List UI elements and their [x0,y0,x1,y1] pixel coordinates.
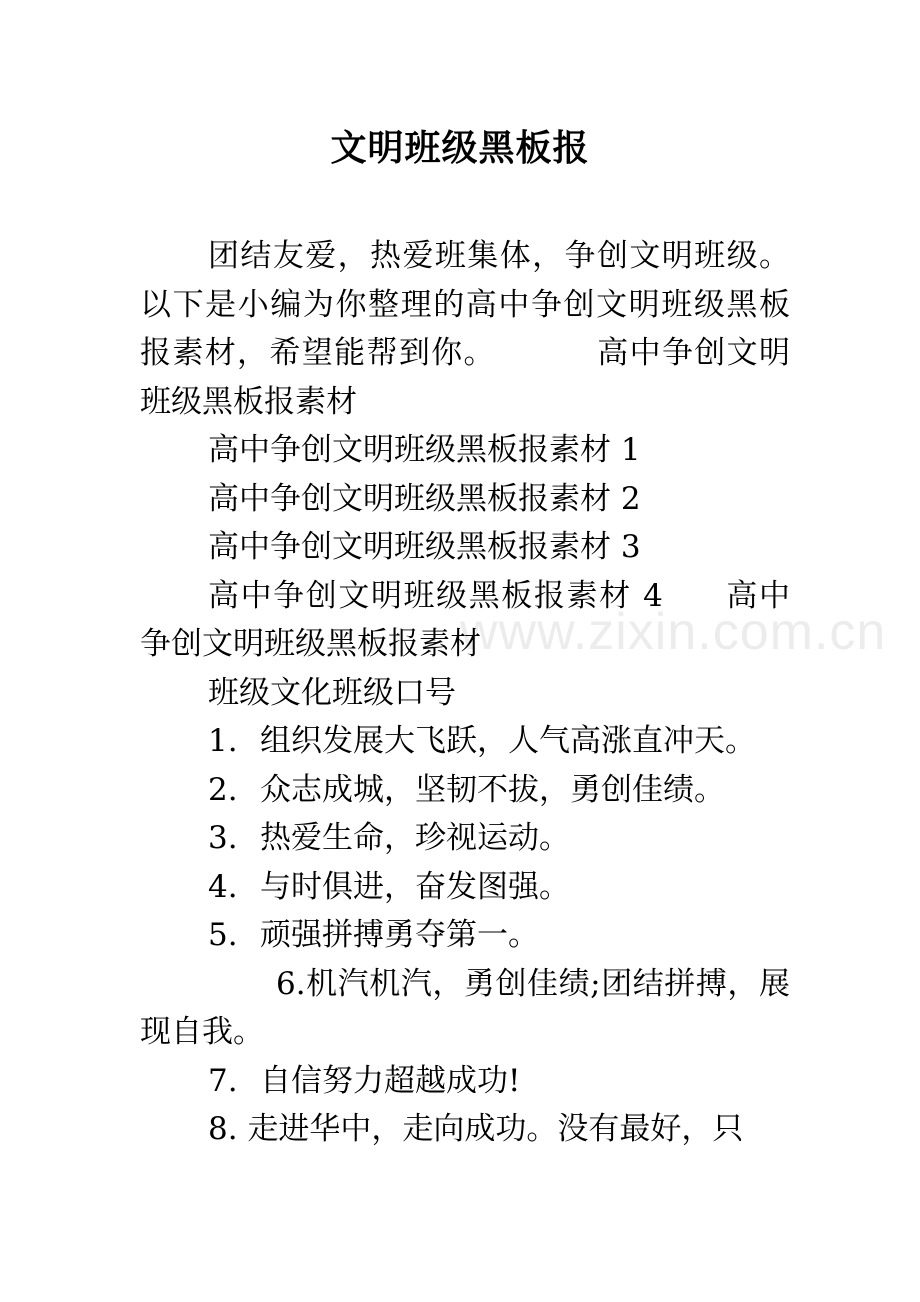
slogan-number: 3. [208,820,238,856]
slogan-text: 顽强拼搏勇夺第一。 [260,917,539,953]
slogan-number: 2. [208,771,238,808]
slogan-item [140,911,790,960]
document-title: 文明班级黑板报 [330,127,590,169]
intro-tail: 高中争创文明班级黑板报素材 [140,335,791,420]
slogan-number: 5. [208,917,238,953]
slogan-item [140,1057,790,1106]
slogan-item [140,1105,790,1154]
watermark: www.zixin.com.cn [460,603,887,661]
slogan-number: 4. [208,868,238,905]
slogan-text: 热爱生命，珍视运动。 [260,820,570,856]
slogan-number: 6. [276,965,306,1002]
material-item: 高中争创文明班级黑板报素材 2 [208,480,641,517]
slogan-text: 自信努力超越成功! [260,1062,521,1099]
slogan-text: 走进华中，走向成功。没有最好，只 [247,1111,744,1147]
intro-text: 团结友爱，热爱班集体，争创文明班级。以下是小编为你整理的高中争创文明班级黑板报素材，希望能帮到你。 [140,238,790,371]
slogan-item [140,717,790,766]
slogan-text: 众志成城，坚韧不拔，勇创佳绩。 [260,771,725,808]
slogan-item [140,960,790,1057]
slogan-item [140,814,790,863]
slogan-number: 7. [208,1062,238,1099]
material-tail: 高中争创文明班级黑板报素材 [140,577,791,662]
material-item: 高中争创文明班级黑板报素材 3 [208,529,641,565]
slogan-text: 与时俱进，奋发图强。 [260,868,570,905]
material-item: 高中争创文明班级黑板报素材 1 [208,432,641,468]
material-item: 高中争创文明班级黑板报素材 4 [208,577,663,614]
slogan-item [140,766,790,815]
intro-paragraph [140,232,790,426]
slogan-heading: 班级文化班级口号 [208,674,456,711]
slogan-item [140,863,790,912]
slogan-text: 组织发展大飞跃，人气高涨直冲天。 [260,723,756,759]
slogan-text: 机汽机汽，勇创佳绩;团结拼搏，展现自我。 [140,965,790,1050]
document-body [140,232,790,1154]
slogan-number: 8. [208,1111,238,1147]
slogan-number: 1. [208,723,238,759]
material-item-4-paragraph [140,572,790,669]
